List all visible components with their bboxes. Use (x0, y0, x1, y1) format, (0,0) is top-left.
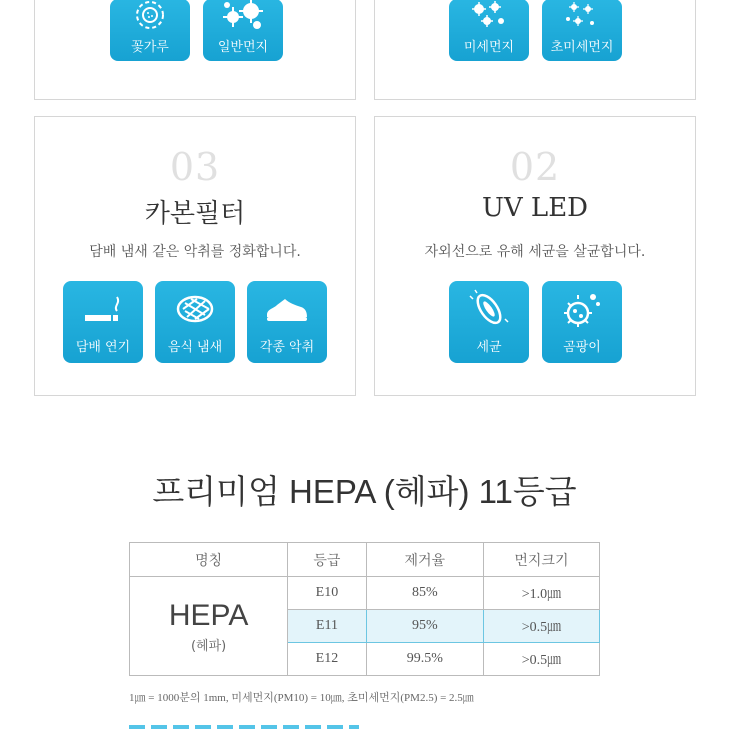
tile-label: 담배 연기 (75, 340, 131, 355)
tile-label: 곰팡이 (563, 340, 601, 355)
step-number: 03 (169, 145, 221, 189)
filter-name-cell (130, 577, 288, 676)
size-cell: >0.5㎛ (483, 643, 599, 676)
panel-description: 자외선으로 유해 세균을 살균합니다. (424, 244, 646, 260)
rate-cell: 85% (366, 577, 483, 610)
size-cell: >0.5㎛ (483, 610, 599, 643)
tile-label: 각종 악취 (259, 340, 315, 355)
panel-title: 카본필터 (144, 199, 246, 229)
bacteria-icon (449, 289, 529, 329)
feature-tile-mold (542, 281, 622, 363)
column-header: 제거율 (366, 543, 483, 577)
steak-icon (155, 289, 235, 329)
feature-tile-pollen (110, 0, 190, 61)
cigarette-icon (63, 289, 143, 329)
feature-tile-odor (247, 281, 327, 363)
size-cell: >1.0㎛ (483, 577, 599, 610)
feature-tile-fine-dust (449, 0, 529, 61)
tile-label: 꽃가루 (131, 40, 169, 55)
rate-cell: 99.5% (366, 643, 483, 676)
tile-label: 일반먼지 (217, 40, 269, 55)
table-header-row (130, 543, 600, 577)
table-row (130, 577, 600, 610)
filter-panel-top-right (374, 0, 696, 100)
column-header: 등급 (288, 543, 366, 577)
tile-label: 미세먼지 (463, 40, 515, 55)
feature-tile-dust (203, 0, 283, 61)
sunflower-icon (110, 0, 190, 35)
filter-panel-top-left (34, 0, 356, 100)
grade-cell: E12 (288, 643, 366, 676)
panel-title: UV LED (481, 193, 589, 223)
shoe-icon (247, 289, 327, 329)
ultrafine-dust-icon (542, 0, 622, 35)
fine-dust-icon (449, 0, 529, 35)
tile-label: 음식 냄새 (167, 340, 223, 355)
filter-name: HEPA (168, 598, 249, 632)
mold-icon (542, 289, 622, 329)
tile-label: 세균 (476, 340, 502, 355)
grade-cell: E10 (288, 577, 366, 610)
hepa-spec-table (129, 542, 600, 676)
filter-panel-uvled (374, 116, 696, 396)
unit-footnote: 1㎛ = 1000분의 1mm, 미세먼지(PM10) = 10㎛, 초미세먼지(PM2.5) = 2.5㎛ (129, 692, 474, 704)
hepa-heading: 프리미엄 HEPA (헤파) 11등급 (152, 473, 577, 510)
feature-tile-cigarette (63, 281, 143, 363)
tile-label: 초미세먼지 (550, 40, 614, 55)
grade-cell: E11 (288, 610, 366, 643)
rate-cell: 95% (366, 610, 483, 643)
filter-panel-carbon (34, 116, 356, 396)
step-number: 02 (509, 145, 561, 189)
feature-tile-bacteria (449, 281, 529, 363)
column-header: 먼지크기 (483, 543, 599, 577)
feature-tile-ultrafine-dust (542, 0, 622, 61)
feature-tile-food (155, 281, 235, 363)
filter-name-korean: (헤파) (190, 638, 227, 654)
column-header: 명칭 (130, 543, 288, 577)
dust-icon (203, 0, 283, 35)
cropped-caption-line (129, 721, 359, 731)
panel-description: 담배 냄새 같은 악취를 정화합니다. (89, 244, 301, 260)
